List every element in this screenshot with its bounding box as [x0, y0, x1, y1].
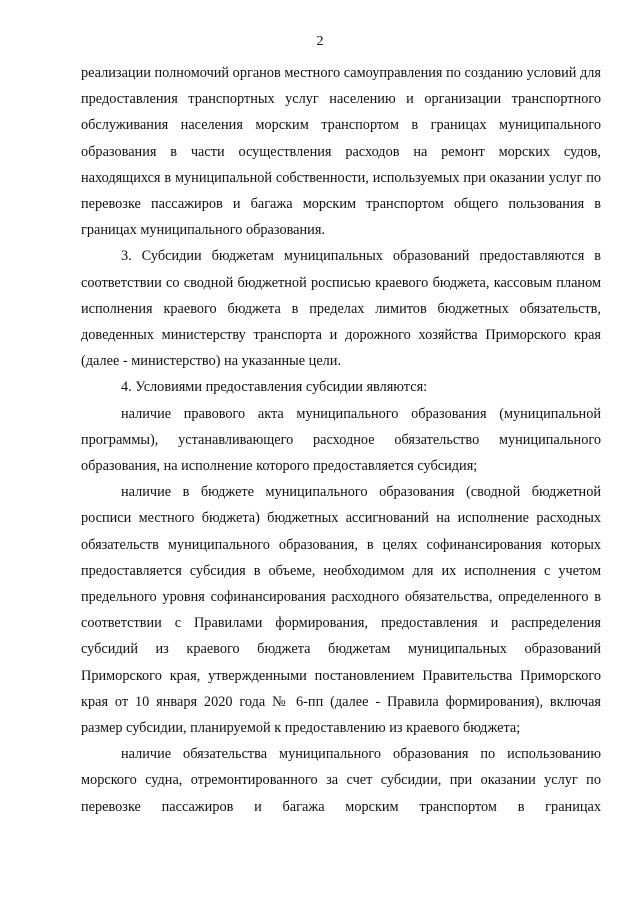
- paragraph-condition-obligation: наличие обязательства муниципального образования по использованию морского судна, отремонтированного за счет субсидии, при оказании услуг по перевозке пассажиров и багажа морским транспортом в границах: [81, 746, 601, 815]
- paragraph-continuation: реализации полномочий органов местного самоуправления по созданию условий для предоставления транспортных услуг населению и организации транспортного обслуживания населения морским транспортом в границах муниципального образования в части осуществления расходов на ремонт морских судов, находящихся в муниципальной собственности, используемых при оказании услуг по перевозке пассажиров и багажа морским транспортом общего пользования в границах муниципального образования.: [81, 65, 601, 239]
- paragraph-condition-budget: наличие в бюджете муниципального образования (сводной бюджетной росписи местного бюджета) бюджетных ассигнований на исполнение расходных обязательств муниципального образования, в целях софинансирования которых предоставляется субсидия в объеме, необходимом для их исполнения с учетом предельного уровня софинансирования расходного обязательства, определенного в соответствии с Правилами формирования, предоставления и распределения субсидий из краевого бюджета бюджетам муниципальных образований Приморского края, утвержденными постановлением Правительства Приморского края от 10 января 2020 года № 6-пп (далее - Правила формирования), включая размер субсидии, планируемой к предоставлению из краевого бюджета;: [81, 484, 601, 737]
- paragraph-clause-3: 3. Субсидии бюджетам муниципальных образований предоставляются в соответствии со сводной бюджетной росписью краевого бюджета, кассовым планом исполнения краевого бюджета в пределах лимитов бюджетных обязательств, доведенных министерству транспорта и дорожного хозяйства Приморского края (далее - министерство) на указанные цели.: [81, 248, 601, 370]
- paragraph-clause-4: 4. Условиями предоставления субсидии являются:: [121, 379, 428, 396]
- document-body: [81, 60, 601, 820]
- page-number: 2: [316, 34, 324, 49]
- paragraph-condition-legal-act: наличие правового акта муниципального образования (муниципальной программы), устанавливающего расходное обязательство муниципального образования, на исполнение которого предоставляется субсидия;: [81, 405, 601, 475]
